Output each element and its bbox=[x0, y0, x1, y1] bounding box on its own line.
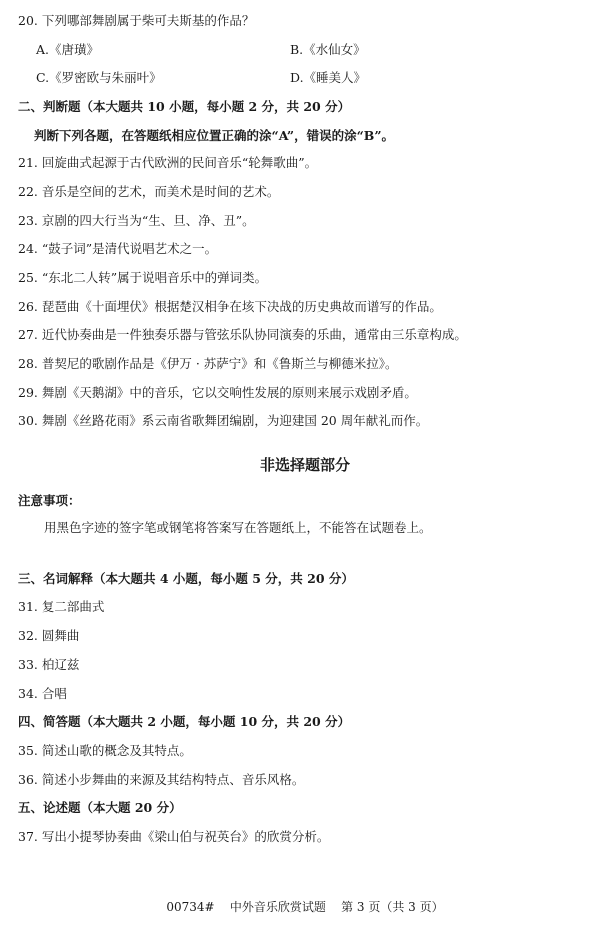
question-20-option-b: B.《水仙女》 bbox=[290, 42, 366, 57]
nonchoice-title: 非选择题部分 bbox=[259, 456, 350, 474]
question-27: 27. 近代协奏曲是一件独奏乐器与管弦乐队协同演奏的乐曲，通常由三乐章构成。 bbox=[18, 327, 467, 342]
section-2-header: 二、判断题（本大题共 10 小题，每小题 2 分，共 20 分） bbox=[18, 99, 351, 114]
notice-label: 注意事项： bbox=[18, 493, 81, 508]
page-footer: 00734# 中外音乐欣赏试题 第 3 页（共 3 页） bbox=[166, 900, 444, 914]
question-22: 22. 音乐是空间的艺术，而美术是时间的艺术。 bbox=[18, 184, 280, 199]
question-32: 32. 圆舞曲 bbox=[18, 628, 80, 643]
question-33: 33. 柏辽兹 bbox=[18, 657, 80, 672]
question-28: 28. 普契尼的歌剧作品是《伊万 · 苏萨宁》和《鲁斯兰与柳德米拉》。 bbox=[18, 356, 398, 371]
question-34: 34. 合唱 bbox=[18, 686, 67, 701]
question-24: 24. “鼓子词”是清代说唱艺术之一。 bbox=[18, 241, 218, 256]
question-23: 23. 京剧的四大行当为“生、旦、净、丑”。 bbox=[18, 213, 255, 228]
question-35: 35. 简述山歌的概念及其特点。 bbox=[18, 743, 192, 758]
question-25: 25. “东北二人转”属于说唱音乐中的弹词类。 bbox=[18, 270, 268, 285]
question-36: 36. 简述小步舞曲的来源及其结构特点、音乐风格。 bbox=[18, 772, 305, 787]
question-20-option-c: C.《罗密欧与朱丽叶》 bbox=[36, 70, 162, 85]
question-20-option-d: D.《睡美人》 bbox=[290, 70, 367, 85]
question-26: 26. 琵琶曲《十面埋伏》根据楚汉相争在垓下决战的历史典故而谱写的作品。 bbox=[18, 299, 442, 314]
question-20-stem: 20. 下列哪部舞剧属于柴可夫斯基的作品？ bbox=[18, 13, 255, 28]
section-3-header: 三、名词解释（本大题共 4 小题，每小题 5 分，共 20 分） bbox=[18, 571, 354, 586]
section-5-header: 五、论述题（本大题 20 分） bbox=[18, 800, 182, 815]
question-20-option-a: A.《唐璜》 bbox=[36, 42, 100, 57]
section-4-header: 四、简答题（本大题共 2 小题，每小题 10 分，共 20 分） bbox=[18, 714, 351, 729]
question-21: 21. 回旋曲式起源于古代欧洲的民间音乐“轮舞歌曲”。 bbox=[18, 155, 318, 170]
question-31: 31. 复二部曲式 bbox=[18, 599, 105, 614]
question-30: 30. 舞剧《丝路花雨》系云南省歌舞团编剧，为迎建国 20 周年献礼而作。 bbox=[18, 413, 429, 428]
question-37: 37. 写出小提琴协奏曲《梁山伯与祝英台》的欣赏分析。 bbox=[18, 829, 330, 844]
question-29: 29. 舞剧《天鹅湖》中的音乐，它以交响性发展的原则来展示戏剧矛盾。 bbox=[18, 385, 417, 400]
notice-text: 用黑色字迹的签字笔或钢笔将答案写在答题纸上，不能答在试题卷上。 bbox=[44, 520, 432, 535]
section-2-instruction: 判断下列各题，在答题纸相应位置正确的涂“A”，错误的涂“B”。 bbox=[34, 128, 395, 143]
